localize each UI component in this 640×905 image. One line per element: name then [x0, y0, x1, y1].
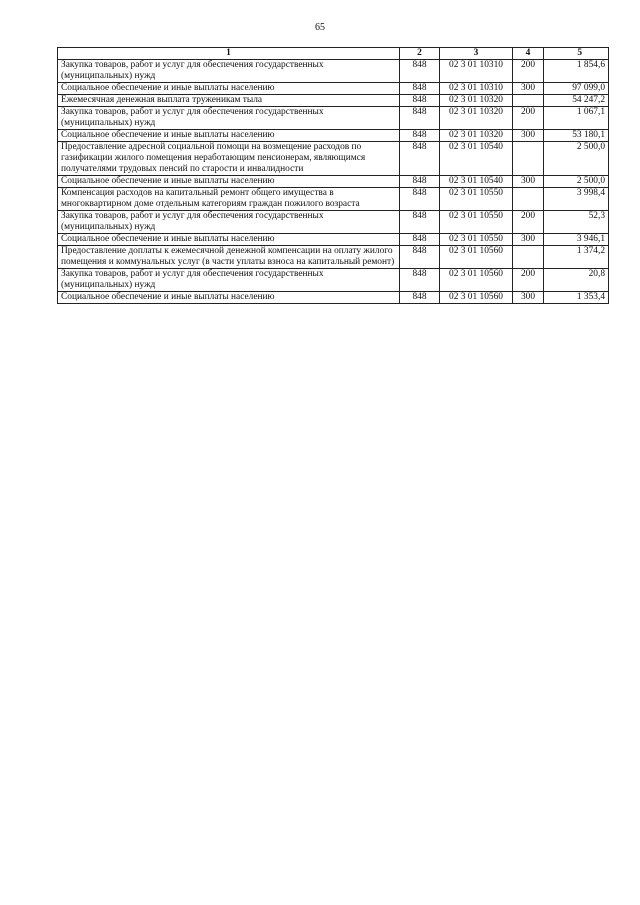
table-row [58, 269, 609, 292]
row-expense-type-cell [513, 188, 544, 211]
budget-table [57, 47, 609, 304]
table-row [58, 211, 609, 234]
table-row [58, 130, 609, 142]
table-header-row [58, 48, 609, 60]
page-number: 65 [315, 22, 325, 33]
row-target-code-cell: 02 3 01 10550 [440, 234, 513, 246]
row-name-cell: Компенсация расходов на капитальный ремонт общего имущества в многоквартирном доме отдельным категориям граждан пожилого возраста [58, 188, 400, 211]
table-row [58, 95, 609, 107]
table-row [58, 60, 609, 83]
table-row [58, 188, 609, 211]
row-target-code-cell: 02 3 01 10550 [440, 211, 513, 234]
row-expense-type-cell: 200 [513, 269, 544, 292]
table-row [58, 83, 609, 95]
table-row [58, 292, 609, 304]
row-expense-type-cell: 200 [513, 211, 544, 234]
row-amount-cell: 54 247,2 [544, 95, 609, 107]
table-row [58, 246, 609, 269]
row-ministry-code-cell: 848 [400, 83, 440, 95]
row-target-code-cell: 02 3 01 10320 [440, 130, 513, 142]
row-expense-type-cell: 300 [513, 176, 544, 188]
row-name-cell: Закупка товаров, работ и услуг для обеспечения государственных (муниципальных) нужд [58, 107, 400, 130]
column-header: 5 [544, 48, 609, 60]
row-name-cell: Предоставление адресной социальной помощи на возмещение расходов по газификации жилого помещения неработающим пенсионерам, являющимся получателями трудовых пенсий по старости и инвалидности [58, 142, 400, 176]
column-header: 2 [400, 48, 440, 60]
row-target-code-cell: 02 3 01 10320 [440, 95, 513, 107]
row-target-code-cell: 02 3 01 10560 [440, 269, 513, 292]
row-ministry-code-cell: 848 [400, 188, 440, 211]
row-amount-cell: 1 374,2 [544, 246, 609, 269]
row-amount-cell: 1 067,1 [544, 107, 609, 130]
row-name-cell: Социальное обеспечение и иные выплаты населению [58, 292, 400, 304]
row-name-cell: Социальное обеспечение и иные выплаты населению [58, 234, 400, 246]
row-amount-cell: 2 500,0 [544, 142, 609, 176]
row-expense-type-cell: 300 [513, 130, 544, 142]
row-ministry-code-cell: 848 [400, 60, 440, 83]
row-target-code-cell: 02 3 01 10540 [440, 142, 513, 176]
row-name-cell: Предоставление доплаты к ежемесячной денежной компенсации на оплату жилого помещения и коммунальных услуг (в части уплаты взноса на капитальный ремонт) [58, 246, 400, 269]
row-ministry-code-cell: 848 [400, 107, 440, 130]
row-name-cell: Закупка товаров, работ и услуг для обеспечения государственных (муниципальных) нужд [58, 211, 400, 234]
row-amount-cell: 2 500,0 [544, 176, 609, 188]
row-expense-type-cell: 300 [513, 234, 544, 246]
row-amount-cell: 1 854,6 [544, 60, 609, 83]
row-amount-cell: 3 998,4 [544, 188, 609, 211]
row-ministry-code-cell: 848 [400, 176, 440, 188]
row-amount-cell: 53 180,1 [544, 130, 609, 142]
row-name-cell: Социальное обеспечение и иные выплаты населению [58, 130, 400, 142]
row-expense-type-cell [513, 246, 544, 269]
table-row [58, 176, 609, 188]
row-ministry-code-cell: 848 [400, 130, 440, 142]
row-expense-type-cell [513, 142, 544, 176]
row-ministry-code-cell: 848 [400, 292, 440, 304]
row-ministry-code-cell: 848 [400, 234, 440, 246]
row-ministry-code-cell: 848 [400, 246, 440, 269]
row-ministry-code-cell: 848 [400, 211, 440, 234]
row-ministry-code-cell: 848 [400, 142, 440, 176]
row-name-cell: Ежемесячная денежная выплата труженикам тыла [58, 95, 400, 107]
row-name-cell: Социальное обеспечение и иные выплаты населению [58, 176, 400, 188]
column-header: 1 [58, 48, 400, 60]
row-ministry-code-cell: 848 [400, 95, 440, 107]
row-target-code-cell: 02 3 01 10310 [440, 60, 513, 83]
column-header: 4 [513, 48, 544, 60]
table-row [58, 234, 609, 246]
row-amount-cell: 1 353,4 [544, 292, 609, 304]
row-amount-cell: 3 946,1 [544, 234, 609, 246]
row-amount-cell: 97 099,0 [544, 83, 609, 95]
table-row [58, 107, 609, 130]
row-name-cell: Закупка товаров, работ и услуг для обеспечения государственных (муниципальных) нужд [58, 60, 400, 83]
row-target-code-cell: 02 3 01 10320 [440, 107, 513, 130]
row-expense-type-cell: 300 [513, 292, 544, 304]
row-expense-type-cell: 300 [513, 83, 544, 95]
row-target-code-cell: 02 3 01 10560 [440, 292, 513, 304]
column-header: 3 [440, 48, 513, 60]
row-ministry-code-cell: 848 [400, 269, 440, 292]
row-name-cell: Социальное обеспечение и иные выплаты населению [58, 83, 400, 95]
table-row [58, 142, 609, 176]
row-name-cell: Закупка товаров, работ и услуг для обеспечения государственных (муниципальных) нужд [58, 269, 400, 292]
row-expense-type-cell: 200 [513, 107, 544, 130]
row-target-code-cell: 02 3 01 10550 [440, 188, 513, 211]
row-target-code-cell: 02 3 01 10560 [440, 246, 513, 269]
row-target-code-cell: 02 3 01 10310 [440, 83, 513, 95]
row-amount-cell: 52,3 [544, 211, 609, 234]
row-target-code-cell: 02 3 01 10540 [440, 176, 513, 188]
row-amount-cell: 20,8 [544, 269, 609, 292]
row-expense-type-cell: 200 [513, 60, 544, 83]
row-expense-type-cell [513, 95, 544, 107]
